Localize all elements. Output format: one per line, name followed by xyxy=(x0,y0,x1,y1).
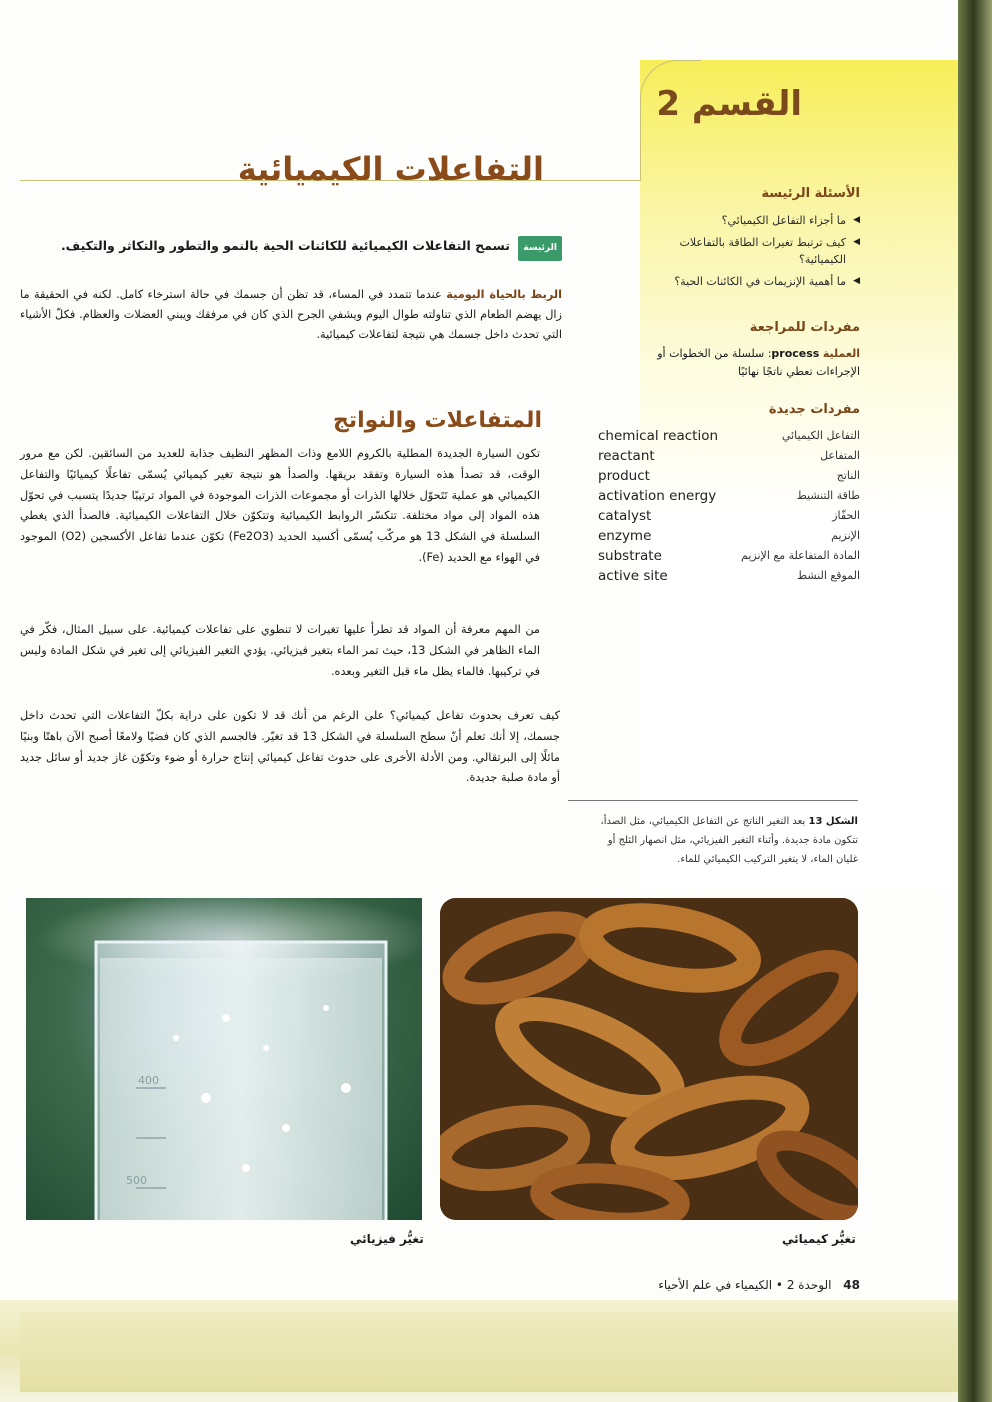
physical-change-label: تغيُّر فيزيائي xyxy=(350,1232,424,1246)
vocab-item xyxy=(598,466,860,486)
vocab-item xyxy=(598,426,860,446)
main-idea-badge: الرئيسة xyxy=(518,236,562,261)
real-world-text: عندما تتمدد في المساء، قد تظن أن جسمك في حالة استرخاء كامل. لكنه في الحقيقة ما زال يهضم الطعام الذي تناولته طوال اليوم ويشفي الجرح الذي كان في مرفقك ويبني العضلات والعظام. فكلّ الأشياء التي تحدث داخل جسمك هي نتيجة لتفاعلات كيميائية. xyxy=(20,288,562,341)
vocab-ar: المتفاعل xyxy=(820,449,860,462)
body-paragraph: تكون السيارة الجديدة المطلية بالكروم اللامع وذات المظهر النظيف جذابة للعديد من السائقين. لكن مع مرور الوقت، قد تصدأ هذه السيارة وتفقد بريقها. والصدأ هو نتيجة تغير كيميائي يُسمّى تفاعلًا كيميائيًا والتفاعل الكيميائي هو عملية تَتَحوّل خلالها الذرات أو مجموعات الذرات الموجودة في المواد ترتيبًا جديدًا يتسبب في تحوّل هذه المواد إلى مواد مختلفة. تتكسّر الروابط الكيميائية وتتكوّن خلال التفاعلات الكيميائية. فالصدأ الذي يغطي السلسلة في الشكل 13 هو مركّب يُسمّى أكسيد الحديد (Fe2O3) تكوّن عندما تفاعل الأكسجين (O2) الموجود في الهواء مع الحديد (Fe). xyxy=(20,447,540,564)
vocab-item xyxy=(598,546,860,566)
page-bottom-shadow xyxy=(20,1312,960,1392)
vocab-ar: الناتج xyxy=(836,469,860,482)
body-paragraph: كيف تعرف بحدوث تفاعل كيميائي؟ على الرغم من أنك قد لا تكون على دراية بكلّ التفاعلات التي تحدث داخل جسمك، إلا أنك تعلم أنّ سطح السلسلة في الشكل 13 قد تغيّر. فالجسم الذي كان فضيًا ولامعًا أصبح الآن باهتًا وبنيًا مائلًا إلى البرتقالي. ومن الأدلة الأخرى على حدوث تفاعل كيميائي إنتاج حرارة أو ضوء وتكوّن غاز جديد أو سائل جديد أو مادة صلبة جديدة. xyxy=(20,709,560,785)
book-binding-edge xyxy=(958,0,992,1402)
review-vocab: العملية process: سلسلة من الخطوات أو الإجراءات تعطي ناتجًا نهائيًا xyxy=(657,347,860,378)
vocab-en: enzyme xyxy=(598,528,652,544)
page-number: 48 xyxy=(843,1278,860,1292)
vocab-en: substrate xyxy=(598,548,662,564)
rusty-chain-illustration xyxy=(440,898,858,1220)
vocab-ar: المادة المتفاعلة مع الإنزيم xyxy=(741,549,860,562)
question-item: ◀ ما أجزاء التفاعل الكيميائي؟ xyxy=(630,212,860,229)
vocab-en: reactant xyxy=(598,448,655,464)
vocab-ar: طاقة التنشيط xyxy=(796,489,860,502)
vocab-list xyxy=(598,426,860,586)
review-term-en: process xyxy=(771,347,820,360)
review-term-ar: العملية xyxy=(822,347,860,360)
boiling-water-beaker-photo xyxy=(26,898,422,1220)
vocab-en: chemical reaction xyxy=(598,428,719,444)
figure-caption xyxy=(586,812,858,869)
vocab-item xyxy=(598,486,860,506)
figure-label: الشكل 13 xyxy=(808,816,858,827)
chemical-change-label: تغيُّر كيميائي xyxy=(782,1232,856,1246)
body-paragraph: من المهم معرفة أن المواد قد تطرأ عليها تغيرات لا تنطوي على تفاعلات كيميائية. على سبيل المثال، فكّر في الماء الظاهر في الشكل 13، حيث تمر الماء بتغير فيزيائي. يؤدي التغير الفيزيائي إلى تغير في شكل المادة وليس في تركيبها. فالماء يظل ماء قبل التغير وبعده. xyxy=(20,623,540,678)
question-item: ◀ ما أهمية الإنزيمات في الكائنات الحية؟ xyxy=(630,273,860,290)
main-idea-text: تسمح التفاعلات الكيميائية للكائنات الحية بالنمو والتطور والتكاثر والتكيف. xyxy=(60,238,510,253)
main-questions-list xyxy=(630,212,860,295)
vocab-ar: التفاعل الكيميائي xyxy=(781,429,860,442)
vocab-en: product xyxy=(598,468,650,484)
beaker-mark-500: 500 xyxy=(126,1174,147,1187)
beaker-mark-400: 400 xyxy=(138,1074,159,1087)
caption-rule xyxy=(568,800,858,801)
vocab-item xyxy=(598,526,860,546)
new-vocab-heading: مفردات جديدة xyxy=(768,402,860,417)
real-world-label: الربط بالحياة اليومية xyxy=(446,288,562,301)
page-footer xyxy=(658,1278,860,1292)
subsection-heading: المتفاعلات والنواتج xyxy=(332,408,542,433)
vocab-en: catalyst xyxy=(598,508,652,524)
vocab-item xyxy=(598,506,860,526)
beaker-illustration xyxy=(26,898,422,1220)
vocab-en: activation energy xyxy=(598,488,717,504)
figure-caption-text: بعد التغير الناتج عن التفاعل الكيميائي، مثل الصدأ، تتكون مادة جديدة. وأثناء التغير الفيزيائي، مثل انصهار الثلج أو غليان الماء، لا يتغير التركيب الكيميائي للماء. xyxy=(600,816,858,865)
vocab-en: active site xyxy=(598,568,668,584)
page-title: التفاعلات الكيميائية xyxy=(237,150,544,188)
section-number: القسم 2 xyxy=(656,84,802,124)
main-idea xyxy=(30,234,562,261)
rusty-chain-photo xyxy=(440,898,858,1220)
vocab-ar: الحفّاز xyxy=(832,509,860,522)
main-questions-heading: الأسئلة الرئيسة xyxy=(761,186,860,201)
vocab-item xyxy=(598,446,860,466)
vocab-item xyxy=(598,566,860,586)
vocab-ar: الإنزيم xyxy=(831,529,860,542)
review-definition: سلسلة من الخطوات أو الإجراءات تعطي ناتجًا نهائيًا xyxy=(657,347,860,378)
review-vocab-heading: مفردات للمراجعة xyxy=(749,320,860,335)
real-world-paragraph xyxy=(20,285,562,345)
question-item: ◀ كيف ترتبط تغيرات الطاقة بالتفاعلات الكيميائية؟ xyxy=(630,234,860,268)
unit-title: الوحدة 2 • الكيمياء في علم الأحياء xyxy=(658,1278,832,1292)
vocab-ar: الموقع النشط xyxy=(796,569,860,582)
